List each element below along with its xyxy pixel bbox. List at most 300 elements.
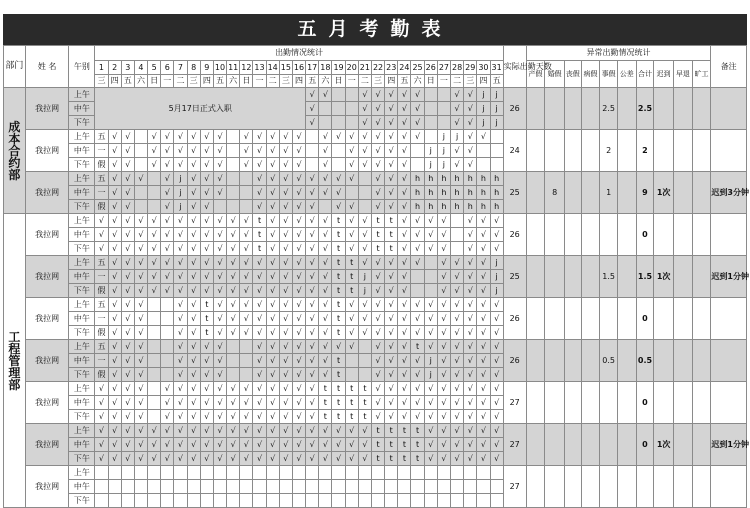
employee-name: 我拉网 xyxy=(25,172,69,214)
day-cell: √ xyxy=(292,340,305,354)
day-cell: t xyxy=(200,298,213,312)
day-cell: √ xyxy=(319,424,332,438)
day-cell: t xyxy=(398,424,411,438)
day-cell: √ xyxy=(411,130,424,144)
day-cell: √ xyxy=(213,284,226,298)
day-cell xyxy=(134,186,147,200)
day-cell xyxy=(148,410,161,424)
day-cell: √ xyxy=(464,144,477,158)
abnormal-cell xyxy=(654,130,674,172)
day-cell xyxy=(134,158,147,172)
abnormal-cell xyxy=(565,88,582,130)
day-cell: h xyxy=(464,186,477,200)
sheet-title: 五月考勤表 xyxy=(3,14,747,45)
day-cell: √ xyxy=(200,284,213,298)
day-cell xyxy=(371,466,384,480)
day-cell: j xyxy=(490,284,503,298)
weekday: 六 xyxy=(319,75,332,88)
weekday: 四 xyxy=(200,75,213,88)
day-cell: √ xyxy=(174,256,187,270)
day-cell: √ xyxy=(464,158,477,172)
day-cell: √ xyxy=(306,354,319,368)
day-cell xyxy=(306,466,319,480)
day-cell xyxy=(371,480,384,494)
day-cell: √ xyxy=(187,340,200,354)
period-label: 下午 xyxy=(69,494,95,508)
day-cell xyxy=(411,480,424,494)
day-cell: √ xyxy=(266,340,279,354)
day-cell: √ xyxy=(306,270,319,284)
day-cell: √ xyxy=(240,256,253,270)
day-cell xyxy=(424,480,437,494)
day-cell: √ xyxy=(227,396,240,410)
day-number: 26 xyxy=(424,61,437,75)
day-cell: √ xyxy=(253,130,266,144)
day-cell: √ xyxy=(411,214,424,228)
day-cell: √ xyxy=(134,312,147,326)
day-cell: √ xyxy=(174,438,187,452)
day-cell xyxy=(148,298,161,312)
day-cell xyxy=(227,186,240,200)
day-cell: √ xyxy=(477,452,490,466)
day-cell: √ xyxy=(240,438,253,452)
day-cell: √ xyxy=(121,256,134,270)
day-cell: √ xyxy=(121,452,134,466)
day-cell: √ xyxy=(437,354,450,368)
day-cell: √ xyxy=(385,116,398,130)
day-cell: √ xyxy=(345,158,358,172)
day-cell: t xyxy=(345,256,358,270)
day-cell: √ xyxy=(292,270,305,284)
day-cell: j xyxy=(451,130,464,144)
day-cell: √ xyxy=(187,438,200,452)
day-cell: √ xyxy=(464,410,477,424)
day-cell xyxy=(424,466,437,480)
day-cell: √ xyxy=(148,214,161,228)
day-cell: t xyxy=(253,214,266,228)
day-cell: 一 xyxy=(95,270,108,284)
day-cell: √ xyxy=(121,144,134,158)
day-cell xyxy=(161,466,174,480)
day-cell: 假 xyxy=(95,284,108,298)
day-cell: √ xyxy=(292,382,305,396)
day-cell xyxy=(292,466,305,480)
weekday: 一 xyxy=(437,75,450,88)
day-cell: √ xyxy=(371,130,384,144)
day-number: 23 xyxy=(385,61,398,75)
day-cell: √ xyxy=(227,214,240,228)
day-cell: √ xyxy=(464,340,477,354)
weekday: 一 xyxy=(345,75,358,88)
day-cell xyxy=(319,494,332,508)
day-cell: √ xyxy=(437,452,450,466)
day-cell xyxy=(161,312,174,326)
employee-name: 我拉网 xyxy=(25,298,69,340)
day-cell xyxy=(477,494,490,508)
day-cell: t xyxy=(398,452,411,466)
abnormal-col-header: 丧假 xyxy=(565,61,582,88)
day-cell: √ xyxy=(345,452,358,466)
day-cell: √ xyxy=(398,172,411,186)
day-cell xyxy=(161,494,174,508)
abnormal-cell xyxy=(565,256,582,298)
day-cell: √ xyxy=(411,298,424,312)
day-cell: √ xyxy=(437,228,450,242)
abnormal-cell xyxy=(674,172,693,214)
day-cell: √ xyxy=(358,144,371,158)
day-cell: √ xyxy=(292,298,305,312)
day-cell: j xyxy=(490,102,503,116)
weekday: 三 xyxy=(279,75,292,88)
day-cell xyxy=(227,368,240,382)
day-cell xyxy=(148,396,161,410)
day-number: 24 xyxy=(398,61,411,75)
day-cell: √ xyxy=(279,410,292,424)
day-cell: √ xyxy=(398,396,411,410)
abnormal-cell xyxy=(654,382,674,424)
abnormal-cell: 2 xyxy=(636,130,654,172)
day-cell: √ xyxy=(134,284,147,298)
day-cell: √ xyxy=(187,144,200,158)
day-cell: √ xyxy=(108,424,121,438)
day-number: 4 xyxy=(134,61,147,75)
abnormal-cell xyxy=(581,256,600,298)
day-cell: √ xyxy=(108,382,121,396)
day-cell: √ xyxy=(306,298,319,312)
day-cell: √ xyxy=(398,144,411,158)
day-cell: √ xyxy=(121,242,134,256)
day-cell: √ xyxy=(213,438,226,452)
day-cell: j xyxy=(424,368,437,382)
day-cell: √ xyxy=(213,270,226,284)
day-cell: √ xyxy=(358,438,371,452)
day-cell xyxy=(266,466,279,480)
day-cell: √ xyxy=(148,452,161,466)
day-cell: √ xyxy=(292,144,305,158)
day-cell xyxy=(200,480,213,494)
day-number: 5 xyxy=(148,61,161,75)
abnormal-cell xyxy=(617,256,636,298)
day-cell: √ xyxy=(148,242,161,256)
day-cell: √ xyxy=(319,340,332,354)
day-cell: √ xyxy=(108,130,121,144)
day-cell xyxy=(345,116,358,130)
day-cell: √ xyxy=(292,312,305,326)
day-cell: √ xyxy=(266,270,279,284)
day-cell xyxy=(174,494,187,508)
day-cell: √ xyxy=(227,270,240,284)
day-cell: h xyxy=(424,200,437,214)
day-cell: √ xyxy=(292,130,305,144)
day-cell: √ xyxy=(411,396,424,410)
day-cell: t xyxy=(411,452,424,466)
day-cell: √ xyxy=(240,228,253,242)
day-cell: √ xyxy=(121,186,134,200)
day-cell: √ xyxy=(345,312,358,326)
day-cell: √ xyxy=(279,214,292,228)
day-cell: √ xyxy=(227,452,240,466)
day-cell xyxy=(490,144,503,158)
day-cell xyxy=(424,284,437,298)
day-cell xyxy=(187,466,200,480)
day-cell: 一 xyxy=(95,144,108,158)
period-label: 下午 xyxy=(69,410,95,424)
period-label: 上午 xyxy=(69,214,95,228)
day-cell xyxy=(213,494,226,508)
day-cell: √ xyxy=(398,410,411,424)
day-cell: √ xyxy=(266,452,279,466)
abnormal-cell: 2.5 xyxy=(636,88,654,130)
day-cell: h xyxy=(451,172,464,186)
day-cell: √ xyxy=(306,438,319,452)
abnormal-cell xyxy=(581,298,600,340)
day-cell: t xyxy=(345,396,358,410)
day-cell: √ xyxy=(306,214,319,228)
day-cell: √ xyxy=(253,396,266,410)
day-cell: √ xyxy=(200,354,213,368)
day-cell: √ xyxy=(437,326,450,340)
abnormal-cell xyxy=(526,466,545,508)
abnormal-cell xyxy=(674,298,693,340)
abnormal-cell: 8 xyxy=(545,172,565,214)
weekday: 三 xyxy=(187,75,200,88)
day-cell xyxy=(371,494,384,508)
day-cell: √ xyxy=(306,186,319,200)
day-cell: √ xyxy=(319,228,332,242)
day-cell xyxy=(385,466,398,480)
day-cell: √ xyxy=(174,382,187,396)
day-cell: √ xyxy=(134,424,147,438)
day-cell xyxy=(358,354,371,368)
day-cell xyxy=(227,480,240,494)
actual-days-cell: 26 xyxy=(503,298,526,340)
day-cell xyxy=(437,480,450,494)
day-cell: 五 xyxy=(95,340,108,354)
day-cell: t xyxy=(332,396,345,410)
day-cell: √ xyxy=(398,382,411,396)
abnormal-cell: 0 xyxy=(636,298,654,340)
day-cell: √ xyxy=(490,452,503,466)
day-cell: √ xyxy=(200,256,213,270)
day-cell: √ xyxy=(464,102,477,116)
day-cell: √ xyxy=(385,340,398,354)
day-cell: j xyxy=(174,186,187,200)
day-cell: √ xyxy=(385,312,398,326)
period-label: 上午 xyxy=(69,424,95,438)
day-cell xyxy=(477,480,490,494)
abnormal-cell xyxy=(674,214,693,256)
period-label: 中午 xyxy=(69,312,95,326)
day-cell: t xyxy=(319,382,332,396)
day-cell: √ xyxy=(279,186,292,200)
abnormal-cell xyxy=(545,424,565,466)
day-cell: √ xyxy=(451,88,464,102)
day-cell xyxy=(490,466,503,480)
day-cell: √ xyxy=(451,382,464,396)
day-cell xyxy=(266,494,279,508)
day-cell: √ xyxy=(108,312,121,326)
day-cell: √ xyxy=(121,396,134,410)
day-cell xyxy=(306,130,319,144)
day-number: 19 xyxy=(332,61,345,75)
day-cell: √ xyxy=(200,368,213,382)
day-cell: √ xyxy=(266,228,279,242)
day-cell: √ xyxy=(477,270,490,284)
day-cell: √ xyxy=(161,452,174,466)
day-cell: √ xyxy=(134,228,147,242)
weekday: 二 xyxy=(174,75,187,88)
day-cell: √ xyxy=(477,354,490,368)
day-cell xyxy=(161,340,174,354)
day-cell xyxy=(332,144,345,158)
day-cell: √ xyxy=(240,242,253,256)
day-cell: √ xyxy=(424,298,437,312)
day-cell: √ xyxy=(148,158,161,172)
day-cell xyxy=(451,494,464,508)
day-cell: √ xyxy=(451,312,464,326)
day-cell: √ xyxy=(424,396,437,410)
abnormal-cell xyxy=(565,130,582,172)
weekday: 一 xyxy=(253,75,266,88)
day-cell: √ xyxy=(266,438,279,452)
day-cell: √ xyxy=(358,424,371,438)
day-cell: √ xyxy=(266,410,279,424)
day-cell xyxy=(148,480,161,494)
day-cell: √ xyxy=(200,200,213,214)
day-cell: √ xyxy=(240,452,253,466)
weekday: 五 xyxy=(213,75,226,88)
abnormal-cell xyxy=(565,298,582,340)
day-cell: t xyxy=(371,242,384,256)
day-cell: √ xyxy=(108,438,121,452)
abnormal-col-header: 迟到 xyxy=(654,61,674,88)
day-cell: √ xyxy=(451,284,464,298)
day-cell: j xyxy=(437,158,450,172)
day-cell: √ xyxy=(253,368,266,382)
abnormal-cell xyxy=(600,214,618,256)
day-cell: j xyxy=(437,130,450,144)
day-cell: t xyxy=(319,410,332,424)
period-label: 下午 xyxy=(69,200,95,214)
day-cell: √ xyxy=(306,200,319,214)
day-cell: √ xyxy=(121,158,134,172)
abnormal-cell xyxy=(581,172,600,214)
weekday: 日 xyxy=(332,75,345,88)
day-cell: √ xyxy=(490,340,503,354)
day-cell: √ xyxy=(187,172,200,186)
day-cell xyxy=(148,326,161,340)
day-cell: √ xyxy=(121,228,134,242)
day-cell: √ xyxy=(121,354,134,368)
day-cell: √ xyxy=(345,298,358,312)
day-cell: √ xyxy=(174,368,187,382)
day-cell: √ xyxy=(345,242,358,256)
day-cell: h xyxy=(437,186,450,200)
day-cell: √ xyxy=(477,256,490,270)
day-cell: √ xyxy=(451,368,464,382)
day-cell: √ xyxy=(398,368,411,382)
day-cell: √ xyxy=(266,242,279,256)
day-cell: t xyxy=(253,242,266,256)
day-cell: √ xyxy=(464,452,477,466)
day-cell: √ xyxy=(424,424,437,438)
day-cell: √ xyxy=(108,354,121,368)
day-cell xyxy=(134,130,147,144)
day-cell: √ xyxy=(227,382,240,396)
day-cell: √ xyxy=(253,354,266,368)
remark-cell xyxy=(711,340,747,382)
day-cell: √ xyxy=(213,312,226,326)
day-cell: √ xyxy=(121,438,134,452)
day-cell: √ xyxy=(121,270,134,284)
day-cell: √ xyxy=(490,368,503,382)
day-cell: √ xyxy=(437,382,450,396)
day-cell: √ xyxy=(108,298,121,312)
day-cell: √ xyxy=(398,228,411,242)
day-number: 12 xyxy=(240,61,253,75)
day-cell: √ xyxy=(358,242,371,256)
day-cell: t xyxy=(358,410,371,424)
day-cell: √ xyxy=(477,130,490,144)
day-cell: √ xyxy=(174,270,187,284)
day-cell: √ xyxy=(121,172,134,186)
remark-cell xyxy=(711,298,747,340)
day-cell xyxy=(411,466,424,480)
day-cell xyxy=(424,116,437,130)
day-cell: √ xyxy=(319,256,332,270)
day-cell: √ xyxy=(477,368,490,382)
day-cell xyxy=(227,144,240,158)
day-cell: √ xyxy=(332,200,345,214)
day-cell: √ xyxy=(213,424,226,438)
day-cell: t xyxy=(371,228,384,242)
day-cell: √ xyxy=(108,396,121,410)
attendance-table xyxy=(3,45,747,508)
day-cell: √ xyxy=(253,200,266,214)
day-cell: √ xyxy=(437,312,450,326)
abnormal-cell xyxy=(600,466,618,508)
day-cell: √ xyxy=(240,144,253,158)
day-cell: t xyxy=(345,284,358,298)
day-cell: √ xyxy=(227,256,240,270)
abnormal-cell xyxy=(545,298,565,340)
day-cell: √ xyxy=(306,326,319,340)
day-cell: √ xyxy=(134,270,147,284)
day-cell: j xyxy=(477,116,490,130)
day-cell: √ xyxy=(398,242,411,256)
day-cell: √ xyxy=(200,438,213,452)
day-cell: √ xyxy=(213,326,226,340)
day-cell: √ xyxy=(451,256,464,270)
day-cell: √ xyxy=(292,242,305,256)
day-cell: √ xyxy=(227,326,240,340)
day-cell: √ xyxy=(266,382,279,396)
day-cell: √ xyxy=(121,424,134,438)
day-cell: √ xyxy=(213,410,226,424)
day-cell: √ xyxy=(437,424,450,438)
day-cell: √ xyxy=(319,452,332,466)
day-cell: √ xyxy=(345,424,358,438)
day-cell: √ xyxy=(385,368,398,382)
day-cell: √ xyxy=(240,396,253,410)
day-cell: √ xyxy=(437,256,450,270)
header-period: 午别 xyxy=(69,46,95,88)
day-cell: √ xyxy=(240,298,253,312)
abnormal-cell: 0.5 xyxy=(636,340,654,382)
day-cell: √ xyxy=(451,158,464,172)
day-cell: √ xyxy=(371,116,384,130)
day-cell: j xyxy=(477,102,490,116)
